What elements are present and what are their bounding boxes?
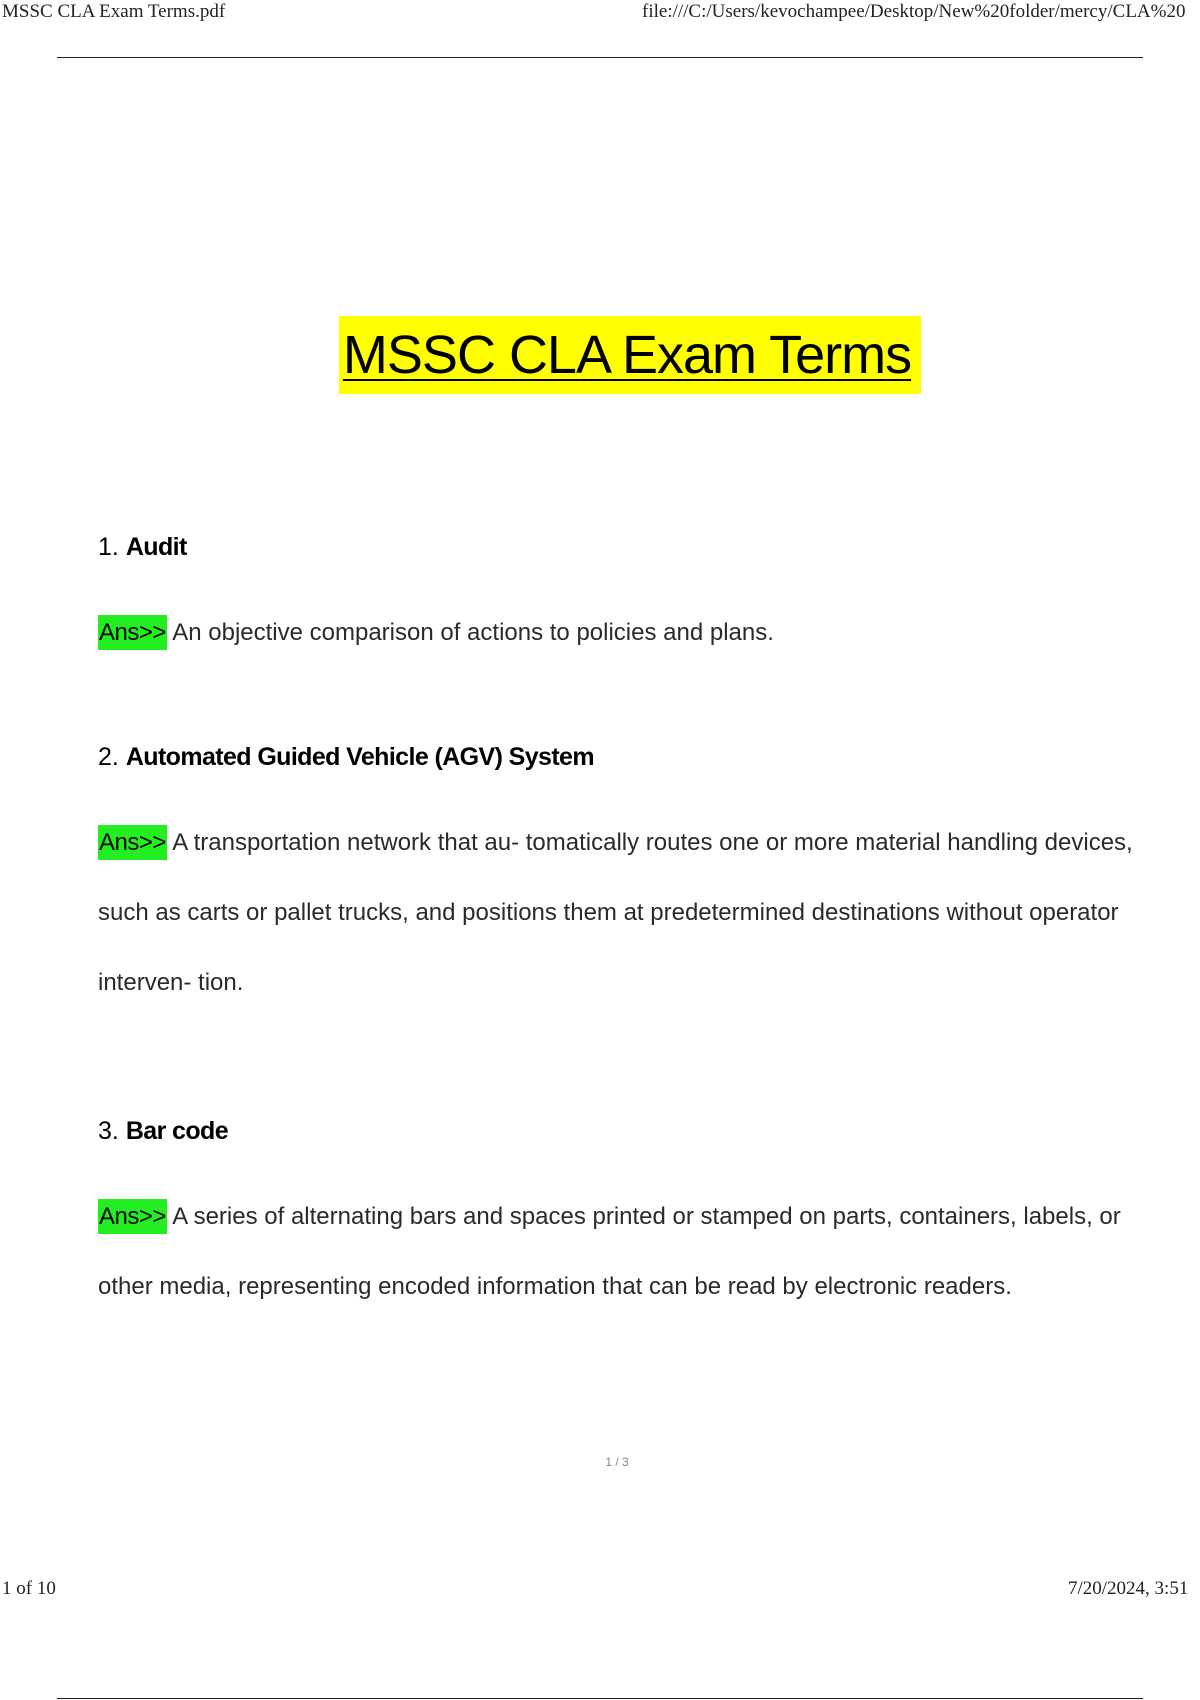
term-heading (98, 530, 1138, 564)
title-wrap (0, 316, 1200, 394)
print-footer-page-count: 1 of 10 (2, 1578, 56, 1599)
term-number: 3. (98, 1117, 119, 1145)
term-name: Bar code (125, 1117, 228, 1145)
term-item (98, 740, 1138, 1018)
term-name: Audit (125, 533, 187, 561)
term-item (98, 1114, 1138, 1322)
print-footer-date: 7/20/2024, 3:51 (1068, 1578, 1189, 1599)
print-header-file-url: file:///C:/Users/kevochampee/Desktop/New%20folder/mercy/CLA%20 (642, 1, 1186, 22)
term-answer (98, 598, 1138, 668)
term-heading (98, 740, 1138, 774)
term-number: 1. (98, 533, 119, 561)
page-title: MSSC CLA Exam Terms (339, 316, 921, 394)
term-item (98, 530, 1138, 668)
term-name: Automated Guided Vehicle (AGV) System (125, 743, 594, 771)
answer-text: An objective comparison of actions to policies and plans. (172, 619, 774, 646)
page-indicator: 1 / 3 (605, 1455, 629, 1469)
term-heading (98, 1114, 1138, 1148)
term-answer (98, 1182, 1138, 1322)
answer-text: A series of alternating bars and spaces printed or stamped on parts, containers, labels, or other media, representing encoded information that can be read by electronic readers. (98, 1203, 1121, 1300)
print-header (0, 0, 1200, 28)
print-header-doc-name: MSSC CLA Exam Terms.pdf (2, 1, 226, 22)
answer-tag: Ans>> (98, 615, 167, 650)
term-answer (98, 808, 1138, 1018)
footer-divider (57, 1698, 1143, 1699)
answer-tag: Ans>> (98, 825, 167, 860)
term-number: 2. (98, 743, 119, 771)
answer-text: A transportation network that au- tomatically routes one or more material handling devices, such as carts or pallet trucks, and positions them at predetermined destinations without operator interven- tion. (98, 829, 1133, 996)
header-divider (57, 57, 1143, 58)
answer-tag: Ans>> (98, 1199, 167, 1234)
